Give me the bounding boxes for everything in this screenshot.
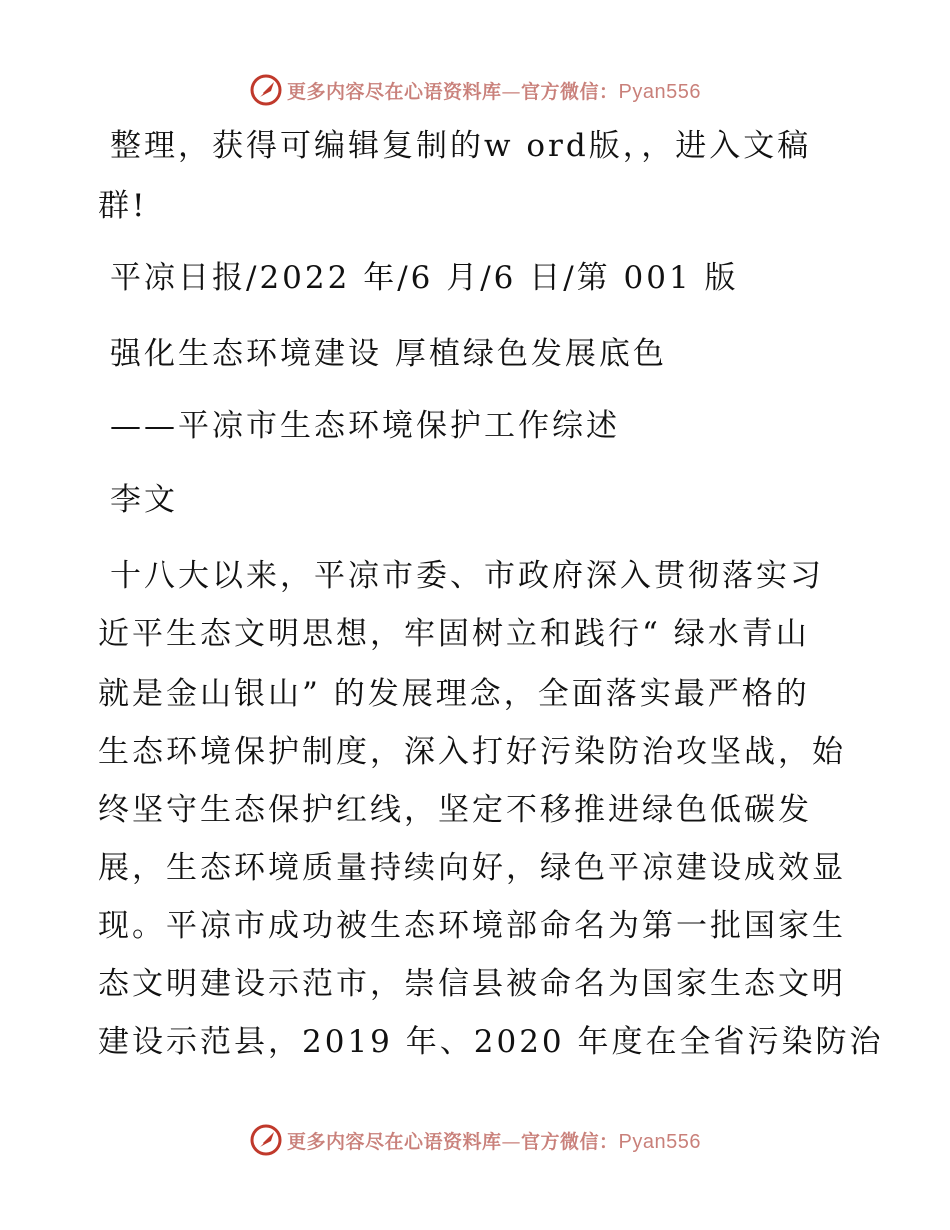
paragraph-line: 近平生态文明思想，牢固树立和践行“ 绿水青山 (98, 616, 810, 652)
banner-dash: — (501, 80, 522, 103)
paragraph-line: 生态环境保护制度，深入打好污染防治攻坚战，始 (98, 734, 846, 770)
paragraph-line: 展，生态环境质量持续向好，绿色平凉建设成效显 (98, 850, 846, 886)
footer-banner (0, 1118, 950, 1162)
banner-wechat-id: Pyan556 (618, 80, 701, 103)
banner-dash: — (501, 1130, 522, 1153)
banner-wechat-label: 官方微信： (521, 80, 619, 103)
banner-site-text: 更多内容尽在心语资料库 (287, 1130, 502, 1153)
paragraph-line: 终坚守生态保护红线，坚定不移推进绿色低碳发 (98, 792, 812, 828)
paragraph-line: 态文明建设示范市，崇信县被命名为国家生态文明 (98, 966, 846, 1002)
paragraph-line: 现。平凉市成功被生态环境部命名为第一批国家生 (98, 908, 846, 944)
banner-wechat-label: 官方微信： (521, 1130, 619, 1153)
paragraph-line: 建设示范县，2019 年、2020 年度在全省污染防治 (98, 1024, 884, 1060)
intro-line-1: 整理，获得可编辑复制的w ord版，，进入文稿 (110, 128, 812, 164)
source-line: 平凉日报/2022 年/6 月/6 日/第 001 版 (110, 260, 739, 296)
intro-line-2: 群! (98, 188, 148, 224)
paragraph-line: 十八大以来，平凉市委、市政府深入贯彻落实习 (110, 558, 824, 594)
banner-wechat-id: Pyan556 (618, 1130, 701, 1153)
article-subtitle: ——平凉市生态环境保护工作综述 (110, 408, 620, 444)
paragraph-line: 就是金山银山” 的发展理念，全面落实最严格的 (98, 676, 810, 712)
author-name: 李文 (110, 482, 178, 518)
banner-site-text: 更多内容尽在心语资料库 (287, 80, 502, 103)
quill-logo-icon (249, 1123, 283, 1157)
article-title: 强化生态环境建设 厚植绿色发展底色 (110, 336, 667, 372)
